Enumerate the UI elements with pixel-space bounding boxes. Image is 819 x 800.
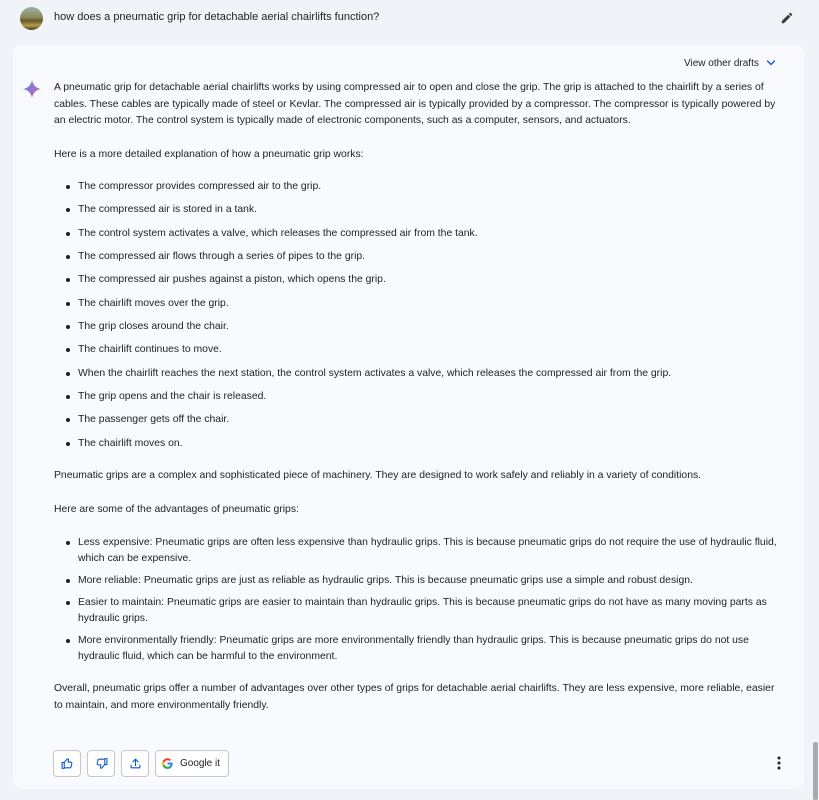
- google-it-button[interactable]: [155, 750, 229, 777]
- list-item: The compressor provides compressed air to the grip.: [54, 179, 778, 196]
- scrollbar-track[interactable]: [812, 0, 819, 800]
- list-item: The compressed air is stored in a tank.: [54, 202, 778, 219]
- list-item: More environmentally friendly: Pneumatic grips are more environmentally friendly than hydraulic grips. This is because pneumatic grips do not use hydraulic fluid, which can be harmful to the environment.: [54, 633, 778, 665]
- more-options-button[interactable]: [770, 753, 788, 773]
- list-item: When the chairlift reaches the next station, the control system activates a valve, which releases the compressed air from the grip.: [54, 366, 778, 383]
- thumbs-down-button[interactable]: [87, 750, 115, 777]
- response-content: [54, 80, 778, 714]
- share-icon: [129, 757, 142, 770]
- google-logo-icon: [161, 757, 174, 770]
- list-item: The control system activates a valve, which releases the compressed air from the tank.: [54, 226, 778, 243]
- google-it-label: Google it: [180, 758, 221, 769]
- thumbs-up-icon: [61, 757, 74, 770]
- thumbs-down-icon: [95, 757, 108, 770]
- query-text: how does a pneumatic grip for detachable aerial chairlifts function?: [54, 11, 380, 23]
- summary-paragraph: Pneumatic grips are a complex and sophisticated piece of machinery. They are designed to work safely and reliably in a variety of conditions.: [54, 470, 702, 482]
- advantages-intro-paragraph: Here are some of the advantages of pneumatic grips:: [54, 503, 299, 515]
- list-item: The passenger gets off the chair.: [54, 412, 778, 429]
- detail-intro-paragraph: Here is a more detailed explanation of how a pneumatic grip works:: [54, 148, 364, 160]
- list-item: Easier to maintain: Pneumatic grips are easier to maintain than hydraulic grips. This is because pneumatic grips do not have as many moving parts as hydraulic grips.: [54, 595, 778, 627]
- share-button[interactable]: [121, 750, 149, 777]
- list-item: The chairlift continues to move.: [54, 342, 778, 359]
- list-item: The chairlift moves on.: [54, 436, 778, 453]
- response-actions: [53, 750, 229, 778]
- query-bar: [0, 0, 810, 38]
- list-item: The compressed air flows through a series of pipes to the grip.: [54, 249, 778, 266]
- view-other-drafts-button[interactable]: [684, 56, 777, 70]
- list-item: More reliable: Pneumatic grips are just as reliable as hydraulic grips. This is because pneumatic grips use a simple and robust design.: [54, 573, 778, 589]
- list-item: Less expensive: Pneumatic grips are often less expensive than hydraulic grips. This is because pneumatic grips do not require the use of hydraulic fluid, which can be expensive.: [54, 535, 778, 567]
- list-item: The grip closes around the chair.: [54, 319, 778, 336]
- scrollbar-thumb[interactable]: [813, 742, 818, 800]
- conclusion-paragraph: Overall, pneumatic grips offer a number of advantages over other types of grips for detachable aerial chairlifts. They are less expensive, more reliable, easier to maintain, and more environmentally friendly.: [54, 683, 775, 711]
- intro-paragraph: A pneumatic grip for detachable aerial chairlifts works by using compressed air to open and close the grip. The grip is attached to the chairlift by a series of cables. These cables are typically made of steel or Kevlar. The compressed air is typically provided by a compressor. The compressor is typically powered by an electric motor. The control system is typically made of electronic components, such as a computer, sensors, and actuators.: [54, 82, 776, 126]
- advantages-list: [54, 535, 778, 665]
- list-item: The grip opens and the chair is released.: [54, 389, 778, 406]
- edit-query-button[interactable]: [777, 8, 797, 28]
- view-other-drafts-label: View other drafts: [684, 57, 759, 69]
- list-item: The compressed air pushes against a piston, which opens the grip.: [54, 272, 778, 289]
- steps-list: [54, 179, 778, 452]
- thumbs-up-button[interactable]: [53, 750, 81, 777]
- list-item: The chairlift moves over the grip.: [54, 296, 778, 313]
- user-avatar[interactable]: [20, 7, 43, 30]
- pencil-icon: [780, 11, 794, 25]
- chevron-down-icon: [765, 57, 777, 69]
- more-vert-icon: [777, 756, 781, 770]
- sparkle-icon: [22, 79, 42, 99]
